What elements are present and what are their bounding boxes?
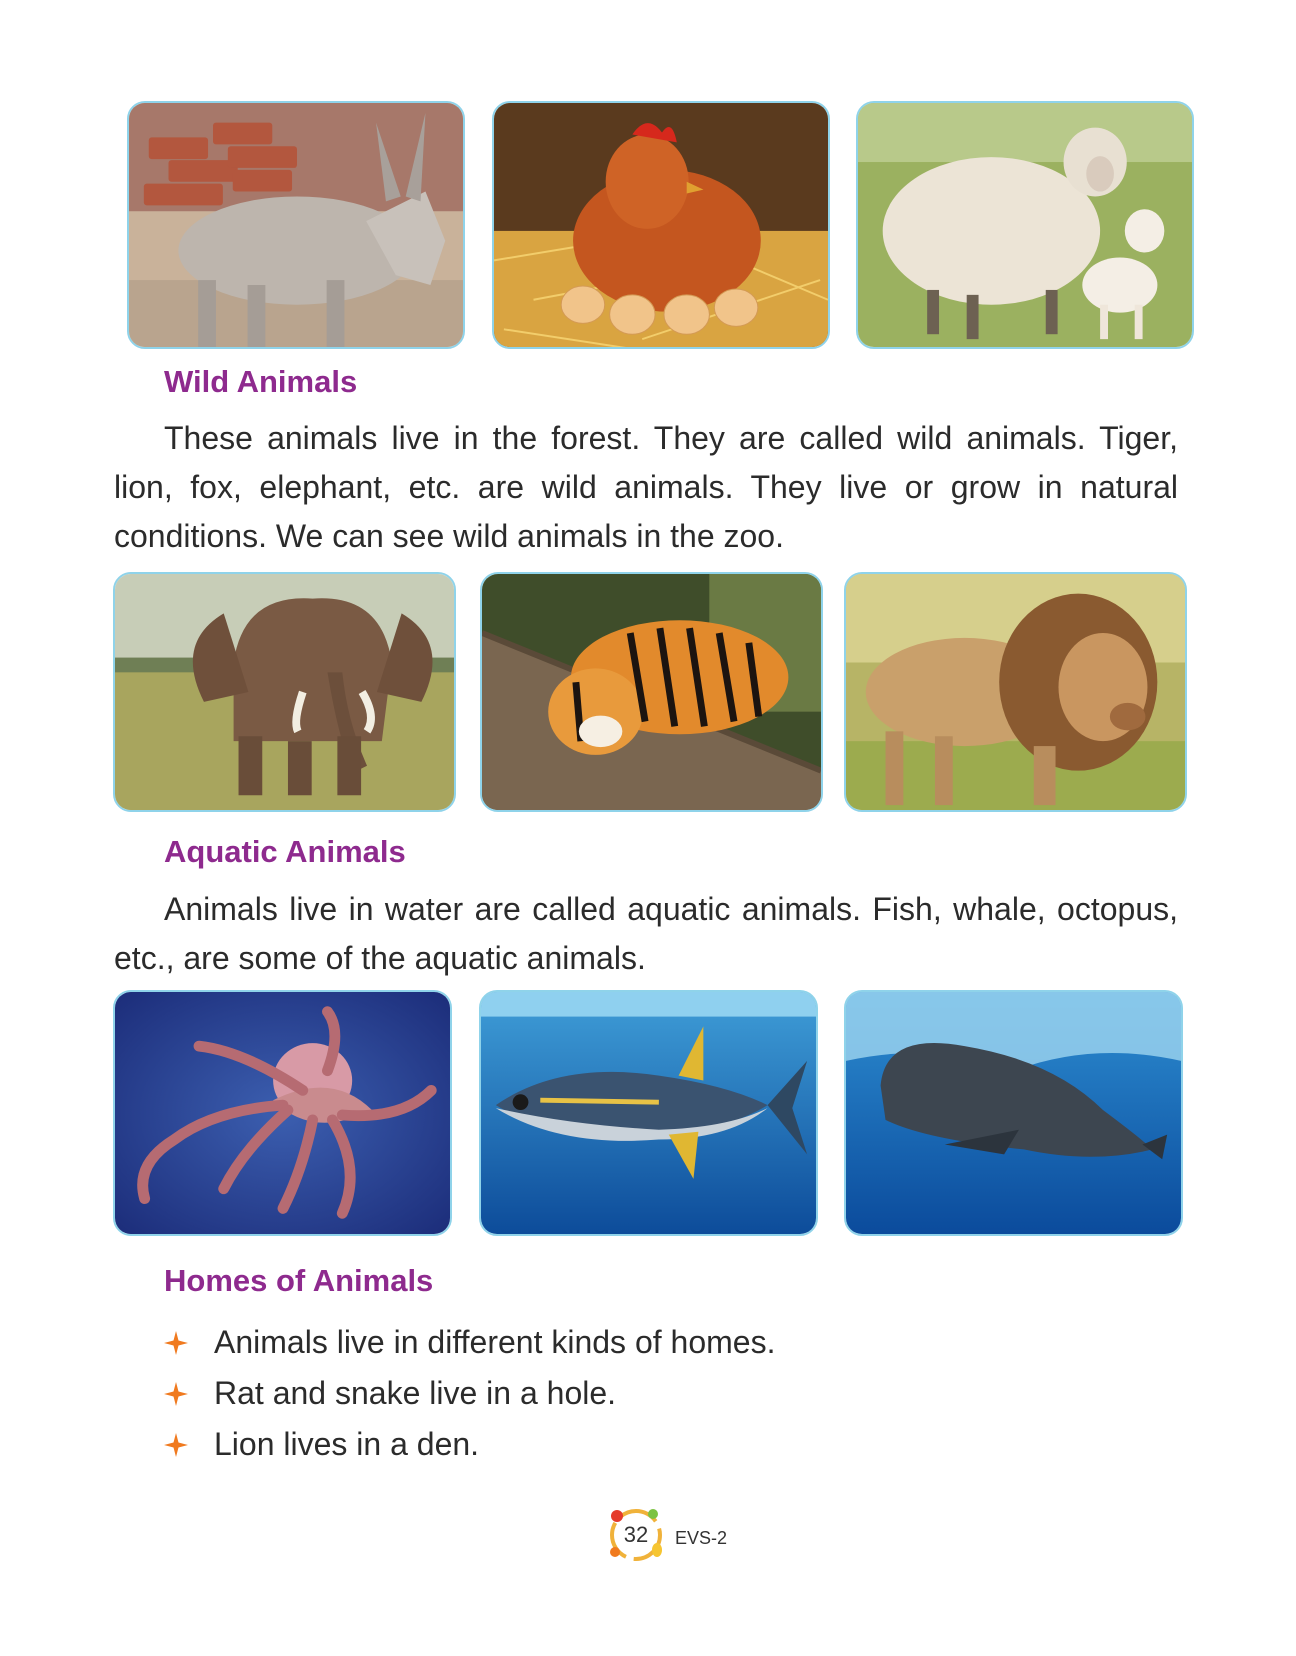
page-number-badge	[605, 1504, 667, 1566]
wild-animals-heading: Wild Animals	[164, 364, 358, 399]
bullet-text: Lion lives in a den.	[214, 1426, 480, 1462]
homes-bullet-list	[164, 1317, 775, 1470]
bullet-text: Rat and snake live in a hole.	[214, 1375, 617, 1411]
hen-photo	[492, 101, 830, 349]
star-bullet-icon	[164, 1433, 188, 1457]
sheep-photo	[856, 101, 1194, 349]
fish-photo	[479, 990, 818, 1236]
list-item	[164, 1317, 775, 1368]
bullet-text: Animals live in different kinds of homes.	[214, 1324, 776, 1360]
donkey-photo	[127, 101, 465, 349]
star-bullet-icon	[164, 1382, 188, 1406]
wild-animals-text: These animals live in the forest. They are called wild animals. Tiger, lion, fox, elephant, etc. are wild animals. They live or grow in natural conditions. We can see wild animals in the zoo.	[114, 420, 1178, 554]
page-footer	[605, 1504, 727, 1566]
whale-photo	[844, 990, 1183, 1236]
octopus-photo	[113, 990, 452, 1236]
star-bullet-icon	[164, 1331, 188, 1355]
book-code: EVS-2	[675, 1527, 728, 1548]
tiger-photo	[480, 572, 823, 812]
elephant-photo	[113, 572, 456, 812]
list-item	[164, 1368, 775, 1419]
aquatic-animals-heading: Aquatic Animals	[164, 834, 406, 869]
homes-of-animals-heading: Homes of Animals	[164, 1263, 434, 1298]
list-item	[164, 1419, 775, 1470]
page-number: 32	[623, 1522, 649, 1547]
aquatic-animals-text: Animals live in water are called aquatic animals. Fish, whale, octopus, etc., are some of the aquatic animals.	[114, 891, 1178, 976]
lion-photo	[844, 572, 1187, 812]
